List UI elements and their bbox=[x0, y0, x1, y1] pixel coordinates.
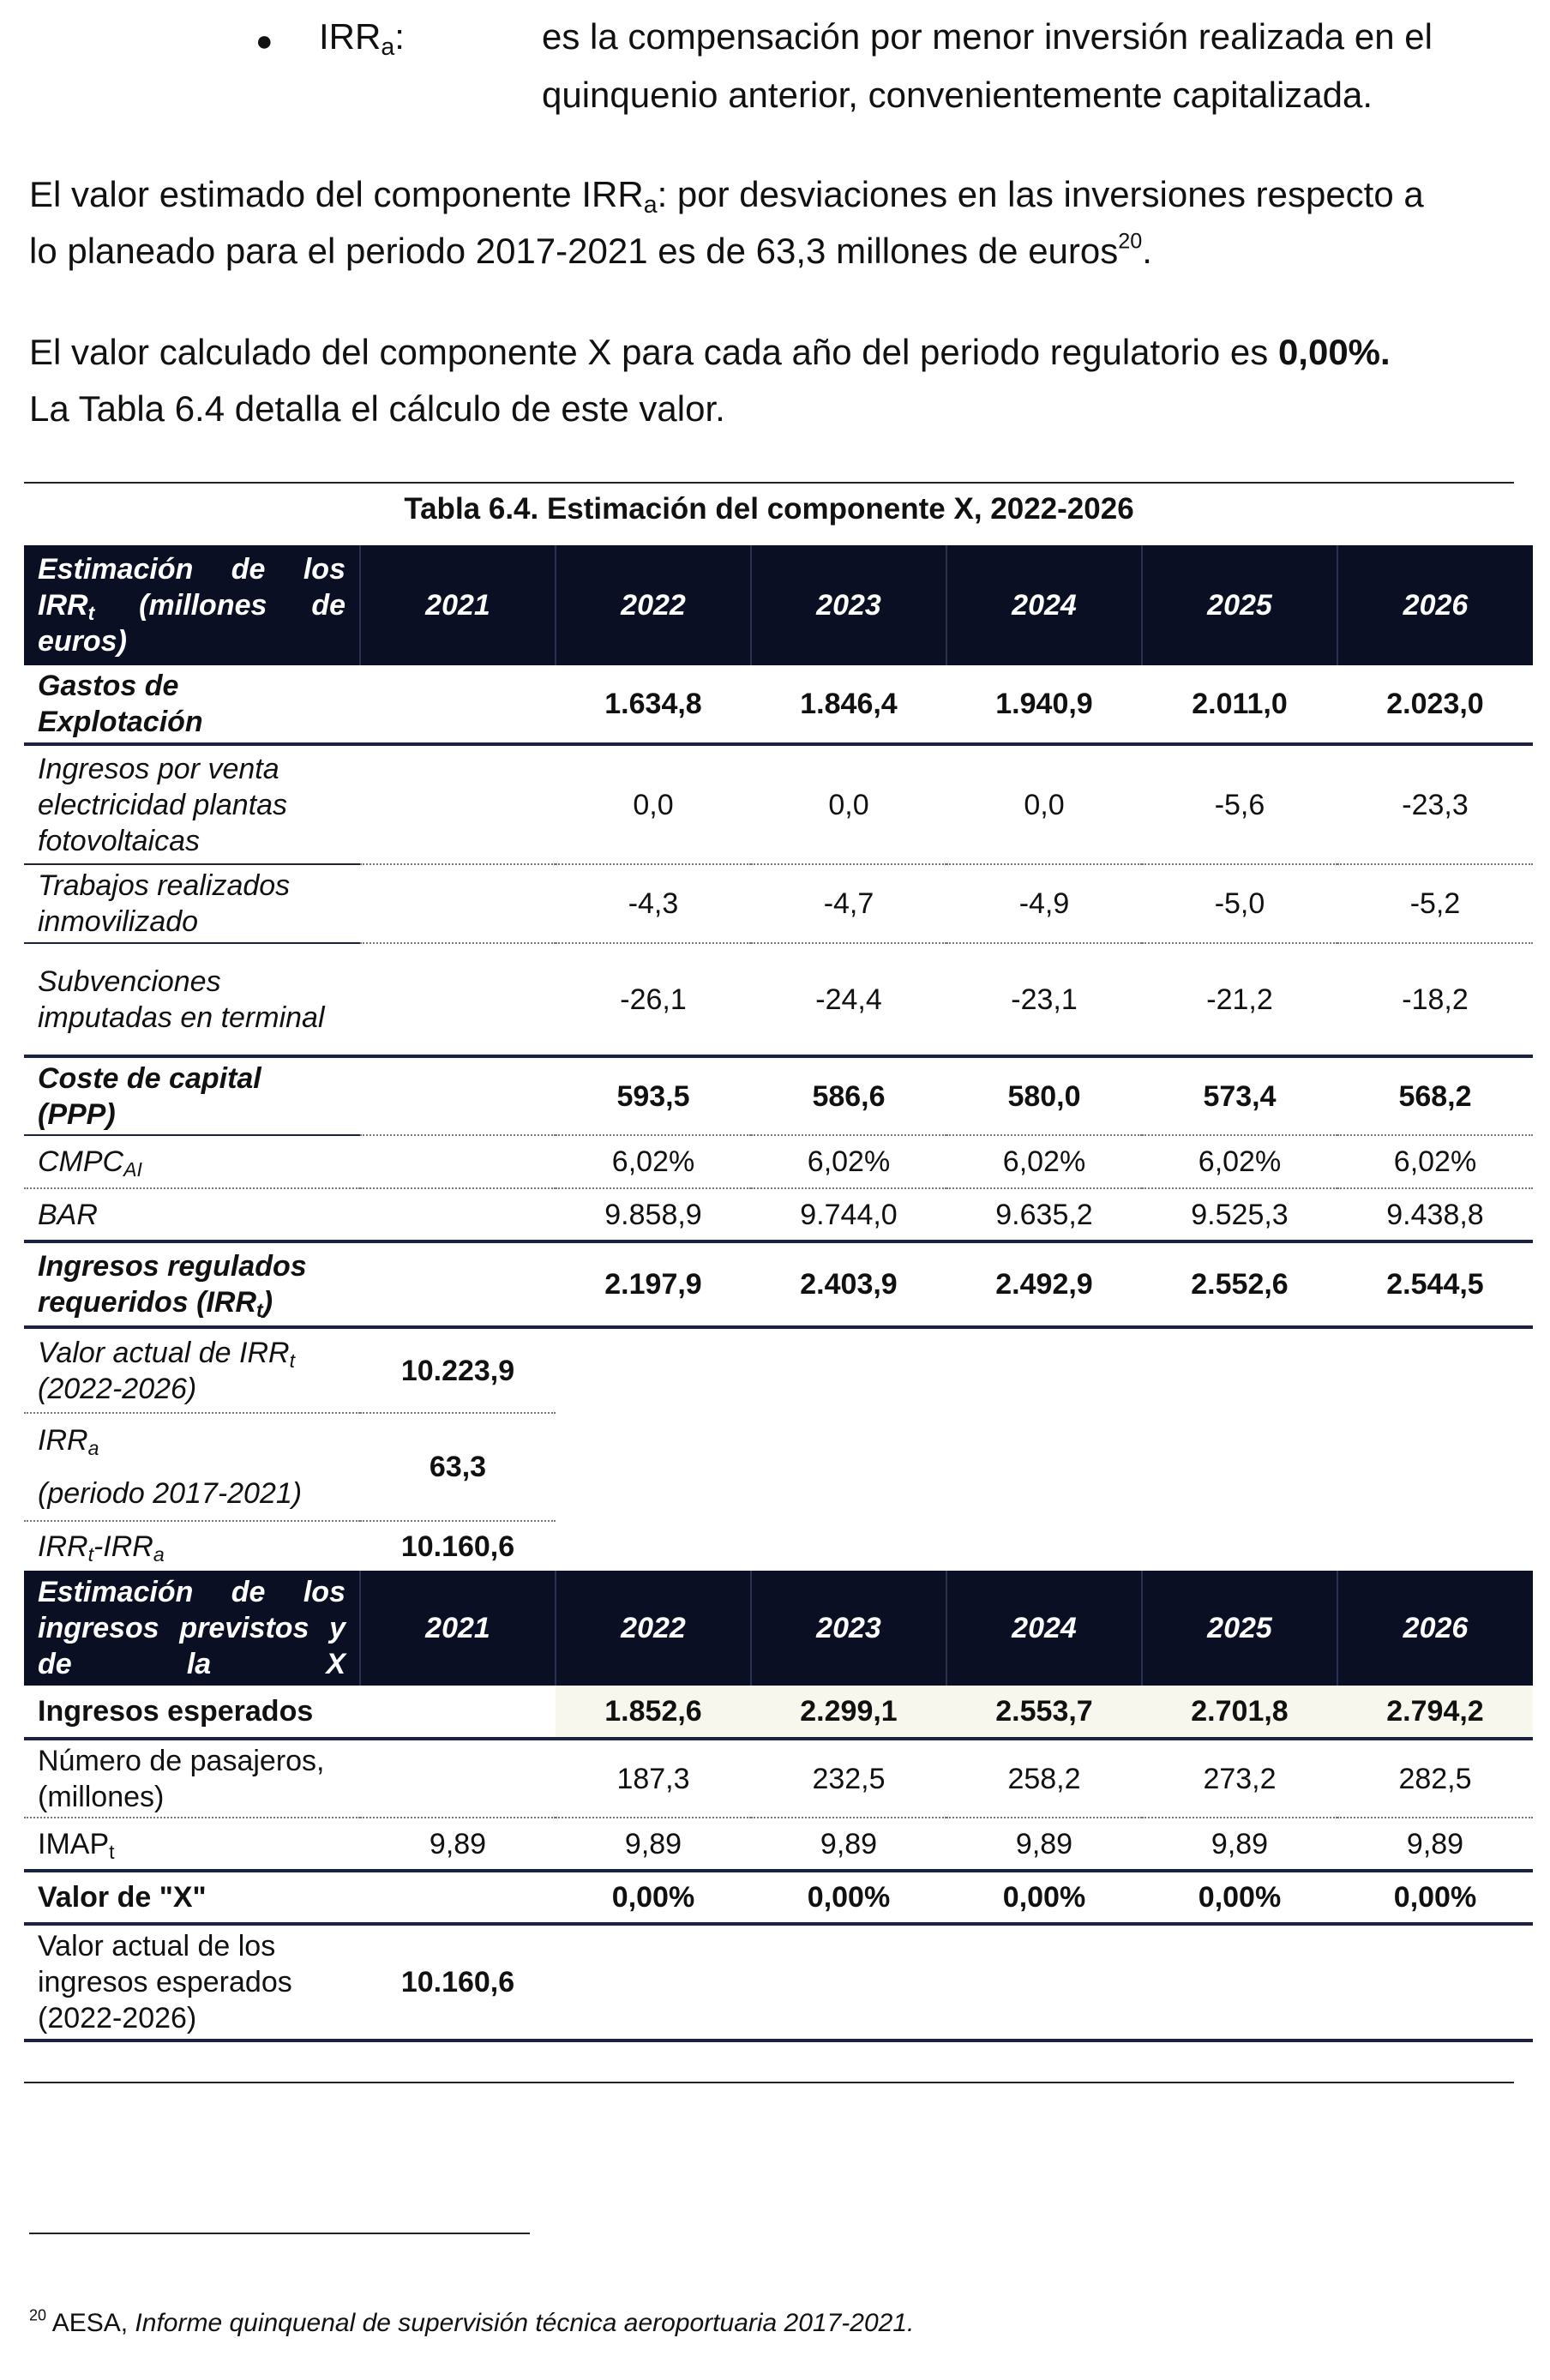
row-label: Número de pasajeros, (millones) bbox=[24, 1739, 360, 1818]
row-ingresos-venta bbox=[24, 744, 1533, 864]
row-valor-x bbox=[24, 1871, 1533, 1924]
cell-value: -23,1 bbox=[946, 943, 1142, 1056]
row-label: $CMPC_{AI}$ bbox=[24, 1135, 360, 1188]
cell-value: 9.438,8 bbox=[1337, 1188, 1533, 1241]
cell-value: 580,0 bbox=[946, 1056, 1142, 1135]
row-label: Valor de "X" bbox=[24, 1871, 360, 1924]
footnote-ref[interactable]: 20 bbox=[1118, 229, 1143, 254]
row-label: Ingresos esperados bbox=[24, 1686, 360, 1739]
cell-value: 2.403,9 bbox=[751, 1241, 946, 1327]
row-gastos bbox=[24, 665, 1533, 744]
cell-value: 2.197,9 bbox=[556, 1241, 751, 1327]
cell-value: 2.492,9 bbox=[946, 1241, 1142, 1327]
row-pasajeros bbox=[24, 1739, 1533, 1818]
row-label: Ingresos por venta electricidad plantas fotovoltaicas bbox=[24, 744, 360, 864]
cell-value: 9.858,9 bbox=[556, 1188, 751, 1241]
cell-value bbox=[360, 864, 556, 943]
header-year: 2025 bbox=[1142, 545, 1337, 665]
component-x-table bbox=[24, 545, 1533, 2042]
cell-value: 568,2 bbox=[1337, 1056, 1533, 1135]
header-year: 2024 bbox=[946, 1571, 1142, 1686]
cell-value: 187,3 bbox=[556, 1739, 751, 1818]
cell-value: 9,89 bbox=[360, 1818, 556, 1871]
cell-value: 0,0 bbox=[751, 744, 946, 864]
cell-value: -5,2 bbox=[1337, 864, 1533, 943]
cell-value bbox=[360, 665, 556, 744]
paragraph-x-line1: El valor calculado del componente X para cada año del periodo regulatorio es 0,00%. bbox=[29, 332, 1391, 372]
cell-value: -18,2 bbox=[1337, 943, 1533, 1056]
cell-value: 2.553,7 bbox=[946, 1686, 1142, 1739]
cell-value: 273,2 bbox=[1142, 1739, 1337, 1818]
header-year: 2021 bbox=[360, 545, 556, 665]
cell-value: 282,5 bbox=[1337, 1739, 1533, 1818]
cell-value: 10.160,6 bbox=[400, 1530, 515, 1563]
table-header-ingresos bbox=[24, 1571, 1533, 1686]
cell-value: 0,0 bbox=[556, 744, 751, 864]
row-label: Ingresos regulados requeridos $(IRR_t)$ bbox=[24, 1241, 360, 1327]
cell-value: 0,00% bbox=[1142, 1871, 1337, 1924]
cell-value: -23,3 bbox=[1337, 744, 1533, 864]
paragraph-irr-line2: lo planeado para el periodo 2017-2021 es de 63,3 millones de euros$^{20}$. bbox=[29, 229, 1152, 271]
cell-value: -4,9 bbox=[946, 864, 1142, 943]
row-ingresos-regulados bbox=[24, 1241, 1533, 1327]
cell-value bbox=[360, 1739, 556, 1818]
footnote-number: 20 bbox=[29, 2306, 47, 2324]
table-bottom-rule bbox=[24, 2082, 1514, 2083]
cell-value: 10.223,9 bbox=[360, 1327, 556, 1413]
header-year: 2022 bbox=[556, 545, 751, 665]
cell-value: 9,89 bbox=[556, 1818, 751, 1871]
cell-value: 6,02% bbox=[946, 1135, 1142, 1188]
cell-value bbox=[360, 1871, 556, 1924]
row-ingresos-esperados bbox=[24, 1686, 1533, 1739]
row-coste-capital bbox=[24, 1056, 1533, 1135]
header-year: 2026 bbox=[1337, 1571, 1533, 1686]
table-top-rule bbox=[24, 482, 1514, 484]
cell-value: -5,0 bbox=[1142, 864, 1337, 943]
cell-value: 6,02% bbox=[1337, 1135, 1533, 1188]
row-subvenciones bbox=[24, 943, 1533, 1056]
cell-value: 1.846,4 bbox=[751, 665, 946, 744]
cell-value: 63,3 bbox=[360, 1413, 556, 1521]
cell-value: 2.011,0 bbox=[1142, 665, 1337, 744]
cell-value: 2.701,8 bbox=[1142, 1686, 1337, 1739]
cell-value: 9,89 bbox=[946, 1818, 1142, 1871]
cell-value: 2.552,6 bbox=[1142, 1241, 1337, 1327]
row-irr-diff bbox=[24, 1521, 1533, 1571]
cell-value: 9,89 bbox=[751, 1818, 946, 1871]
cell-value: -26,1 bbox=[556, 943, 751, 1056]
cell-value: 2.544,5 bbox=[1337, 1241, 1533, 1327]
header-year: 2026 bbox=[1337, 545, 1533, 665]
row-label: $IRR_a$ (periodo 2017-2021) bbox=[24, 1413, 360, 1521]
header-year: 2025 bbox=[1142, 1571, 1337, 1686]
cell-value bbox=[360, 1188, 556, 1241]
footnote-separator bbox=[29, 2233, 530, 2234]
cell-value: 2.023,0 bbox=[1337, 665, 1533, 744]
paragraph-irr-line1: El valor estimado del componente $IRR_a$: por desviaciones en las inversiones respecto a bbox=[29, 174, 1424, 219]
row-label: Subvenciones imputadas en terminal bbox=[24, 943, 360, 1056]
cell-value: 0,0 bbox=[946, 744, 1142, 864]
cell-value: 586,6 bbox=[751, 1056, 946, 1135]
table-caption: Tabla 6.4. Estimación del componente X, 2022-2026 bbox=[404, 492, 1134, 526]
bullet-text-line1: es la compensación por menor inversión realizada en el bbox=[542, 16, 1433, 57]
table-header-irr bbox=[24, 545, 1533, 665]
cell-value bbox=[360, 744, 556, 864]
row-label: BAR bbox=[24, 1188, 360, 1241]
row-label: $IMAP_t$ bbox=[24, 1818, 360, 1871]
row-label: Trabajos realizados inmovilizado bbox=[24, 864, 360, 943]
cell-value: 0,00% bbox=[556, 1871, 751, 1924]
cell-value: 0,00% bbox=[1337, 1871, 1533, 1924]
cell-value: 9.744,0 bbox=[751, 1188, 946, 1241]
header-year: 2023 bbox=[751, 1571, 946, 1686]
row-label: Gastos de Explotación bbox=[24, 665, 360, 744]
cell-value: 258,2 bbox=[946, 1739, 1142, 1818]
cell-value: 9.525,3 bbox=[1142, 1188, 1337, 1241]
row-bar bbox=[24, 1188, 1533, 1241]
cell-value: 573,4 bbox=[1142, 1056, 1337, 1135]
cell-value bbox=[360, 1686, 556, 1739]
cell-value: 0,00% bbox=[751, 1871, 946, 1924]
cell-value: 9.635,2 bbox=[946, 1188, 1142, 1241]
cell-value: 9,89 bbox=[1337, 1818, 1533, 1871]
row-trabajos bbox=[24, 864, 1533, 943]
cell-value bbox=[360, 943, 556, 1056]
cell-value bbox=[360, 1056, 556, 1135]
cell-value bbox=[360, 1241, 556, 1327]
cell-value: 1.852,6 bbox=[556, 1686, 751, 1739]
row-imap bbox=[24, 1818, 1533, 1871]
cell-value: 6,02% bbox=[751, 1135, 946, 1188]
cell-value: 9,89 bbox=[1142, 1818, 1337, 1871]
cell-value: 593,5 bbox=[556, 1056, 751, 1135]
cell-value: 0,00% bbox=[946, 1871, 1142, 1924]
cell-value: 2.299,1 bbox=[751, 1686, 946, 1739]
cell-value: 2.794,2 bbox=[1337, 1686, 1533, 1739]
cell-value: -24,4 bbox=[751, 943, 946, 1056]
cell-value: 1.634,8 bbox=[556, 665, 751, 744]
header-year: 2023 bbox=[751, 545, 946, 665]
paragraph-x-line2: La Tabla 6.4 detalla el cálculo de este valor. bbox=[29, 388, 725, 429]
bullet-term: $IRR_a$: bbox=[319, 16, 405, 62]
header-year: 2021 bbox=[360, 1571, 556, 1686]
header-year: 2024 bbox=[946, 545, 1142, 665]
cell-value: 10.160,6 bbox=[360, 1924, 556, 2040]
cell-value: 1.940,9 bbox=[946, 665, 1142, 744]
row-label: Valor actual de $IRR_t$ (2022-2026) bbox=[24, 1327, 360, 1413]
cell-value: 6,02% bbox=[1142, 1135, 1337, 1188]
row-valor-actual-irr bbox=[24, 1327, 1533, 1413]
cell-value: 6,02% bbox=[556, 1135, 751, 1188]
cell-value bbox=[360, 1135, 556, 1188]
row-cmpc bbox=[24, 1135, 1533, 1188]
row-label: Valor actual de los ingresos esperados (2022-2026) bbox=[24, 1924, 360, 2040]
header-year: 2022 bbox=[556, 1571, 751, 1686]
cell-value: -21,2 bbox=[1142, 943, 1337, 1056]
cell-value: -4,3 bbox=[556, 864, 751, 943]
cell-value: -4,7 bbox=[751, 864, 946, 943]
header-ingresos-label: Estimación de los ingresos previstos y de la X bbox=[24, 1571, 360, 1686]
bullet-text-line2: quinquenio anterior, convenientemente capitalizada. bbox=[542, 75, 1373, 115]
cell-value: -5,6 bbox=[1142, 744, 1337, 864]
cell-value: 232,5 bbox=[751, 1739, 946, 1818]
row-irr-a bbox=[24, 1413, 1533, 1521]
footnote: $^{20}$ AESA, Informe quinquenal de supervisión técnica aeroportuaria 2017-2021. bbox=[29, 2306, 915, 2337]
bullet-dot: ● bbox=[255, 25, 273, 57]
header-irr-label: Estimación de los $IRR_t$ (millones de euros) bbox=[24, 545, 360, 665]
row-label: $IRR_t-IRR_a$ bbox=[38, 1530, 165, 1566]
row-label: Coste de capital (PPP) bbox=[24, 1056, 360, 1135]
row-valor-actual-ingresos bbox=[24, 1924, 1533, 2040]
